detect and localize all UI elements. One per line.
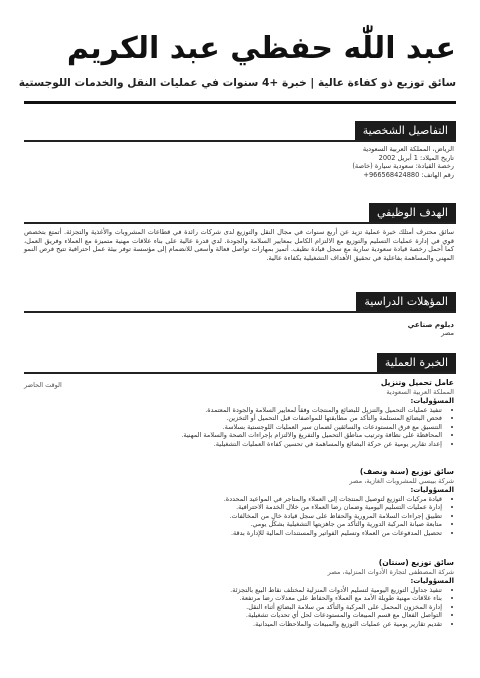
job-title: سائق توزيع (سنة ونصف)	[359, 467, 454, 476]
responsibility-item: • بناء علاقات مهنية طويلة الأمد مع العملاء والحفاظ على معدلات رضا مرتفعة.	[104, 594, 442, 603]
section-title: المؤهلات الدراسية	[356, 292, 456, 311]
responsibility-item: • إعداد تقارير يومية عن حركة البضائع والمساهمة في تحسين كفاءة العمليات التشغيلية.	[104, 440, 442, 449]
education-entry	[24, 320, 454, 338]
degree-country: مصر	[441, 329, 454, 337]
objective-text: سائق محترف أمتلك خبرة عملية تزيد عن أربع سنوات في مجال النقل والتوزيع لدى شركات رائدة في قطاعات المشروبات والأغذية والتجزئة. أتمتع بتخصص قوي في إدارة عمليات التسليم والتوزيع مع الالتزام الكامل بمعايير السلامة والجودة. لدي قدرة عالية على بناء علاقات مهنية متميزة مع العملاء وفريق العمل، كما أحمل رخصة قيادة سعودية سارية مع سجل قيادة نظيف. أتميز بمهارات تواصل فعالة وأسعى للانضمام إلى مؤسسة توفر بيئة عمل احترافية تتيح فرص النمو المهني والمساهمة بفاعلية في تحقيق الأهداف التشغيلية بكفاءة عالية.	[24, 228, 454, 262]
responsibility-item: • تحصيل المدفوعات من العملاء وتسليم الفواتير والمستندات المالية للإدارة بدقة.	[104, 529, 442, 538]
responsibilities-label: المسؤوليات:	[410, 485, 454, 494]
responsibility-item: • التنسيق مع فرق المستودعات والسائقين لضمان سير العمليات اللوجستية بسلاسة.	[104, 423, 442, 432]
section-title: الخبرة العملية	[377, 353, 456, 372]
responsibilities-list	[104, 406, 454, 449]
responsibility-item: • إدارة عمليات التسليم اليومية وضمان رضا العملاء من خلال الخدمة الاحترافية.	[104, 503, 442, 512]
personal-line: رقم الهاتف: 966568424880+	[363, 170, 454, 179]
job-title: سائق توزيع (سنتان)	[378, 558, 454, 567]
responsibility-item: • تنفيذ جداول التوزيع اليومية لتسليم الأدوات المنزلية لمختلف نقاط البيع بالتجزئة.	[104, 586, 442, 595]
personal-details	[24, 145, 454, 179]
job-company: المملكة العربية السعودية	[386, 388, 454, 396]
personal-line: الرياض، المملكة العربية السعودية	[362, 145, 454, 153]
section-heading-education	[24, 292, 456, 313]
section-title: الهدف الوظيفي	[369, 203, 456, 222]
responsibility-item: • متابعة صيانة المركبة الدورية والتأكد من جاهزيتها التشغيلية بشكل يومي.	[104, 520, 442, 529]
job-entry	[104, 558, 454, 628]
responsibility-item: • إدارة المخزون المحمل على المركبة والتأكد من سلامة البضائع أثناء النقل.	[104, 603, 442, 612]
responsibilities-label: المسؤوليات:	[410, 396, 454, 405]
responsibility-item: • فحص البضائع المستلمة والتأكد من مطابقتها للمواصفات قبل التحميل أو التخزين.	[104, 414, 442, 423]
section-heading-personal	[24, 121, 456, 142]
responsibility-item: • تطبيق إجراءات السلامة المرورية والحفاظ على سجل قيادة خالٍ من المخالفات.	[104, 512, 442, 521]
section-heading-objective	[24, 203, 456, 224]
responsibility-item: • قيادة مركبات التوزيع لتوصيل المنتجات إلى العملاء والمتاجر في المواعيد المحددة.	[104, 495, 442, 504]
responsibilities-label: المسؤوليات:	[410, 576, 454, 585]
responsibility-item: • المحافظة على نظافة وترتيب مناطق التحميل والتفريغ والالتزام بإجراءات الصحة والسلامة المهنية.	[104, 431, 442, 440]
section-title: التفاصيل الشخصية	[355, 121, 456, 140]
personal-line: رخصة القيادة: سعودية سيارة (خاصة)	[352, 162, 454, 171]
responsibility-item: • تنفيذ عمليات التحميل والتنزيل للبضائع والمنتجات وفقاً لمعايير السلامة والجودة المعتمدة.	[104, 406, 442, 415]
job-company: شركة بيبسي للمشروبات الغازية، مصر	[349, 477, 454, 485]
responsibilities-list	[104, 586, 454, 629]
job-entry	[104, 467, 454, 537]
responsibilities-list	[104, 495, 454, 538]
job-date: الوقت الحاضر	[24, 381, 62, 389]
headline: سائق توزيع ذو كفاءة عالية | خبرة +4 سنوات في عمليات النقل والخدمات اللوجستية	[18, 77, 456, 89]
candidate-name: عبد اللّٰه حفظي عبد الكريم	[66, 31, 456, 66]
responsibility-item: • التواصل الفعال مع قسم المبيعات والمستودعات لحل أي تحديات تشغيلية.	[104, 611, 442, 620]
job-title: عامل تحميل وتنزيل	[380, 378, 454, 387]
degree-title: دبلوم صناعي	[407, 320, 454, 329]
responsibility-item: • تقديم تقارير يومية عن عمليات التوزيع والمبيعات والملاحظات الميدانية.	[104, 620, 442, 629]
personal-line: تاريخ الميلاد: 1 أبريل 2002	[378, 153, 454, 162]
section-heading-experience	[24, 353, 456, 374]
job-entry	[104, 378, 454, 448]
header-divider	[24, 101, 456, 104]
job-company: شركة المصطفى لتجارة الأدوات المنزلية، مصر	[327, 568, 454, 576]
